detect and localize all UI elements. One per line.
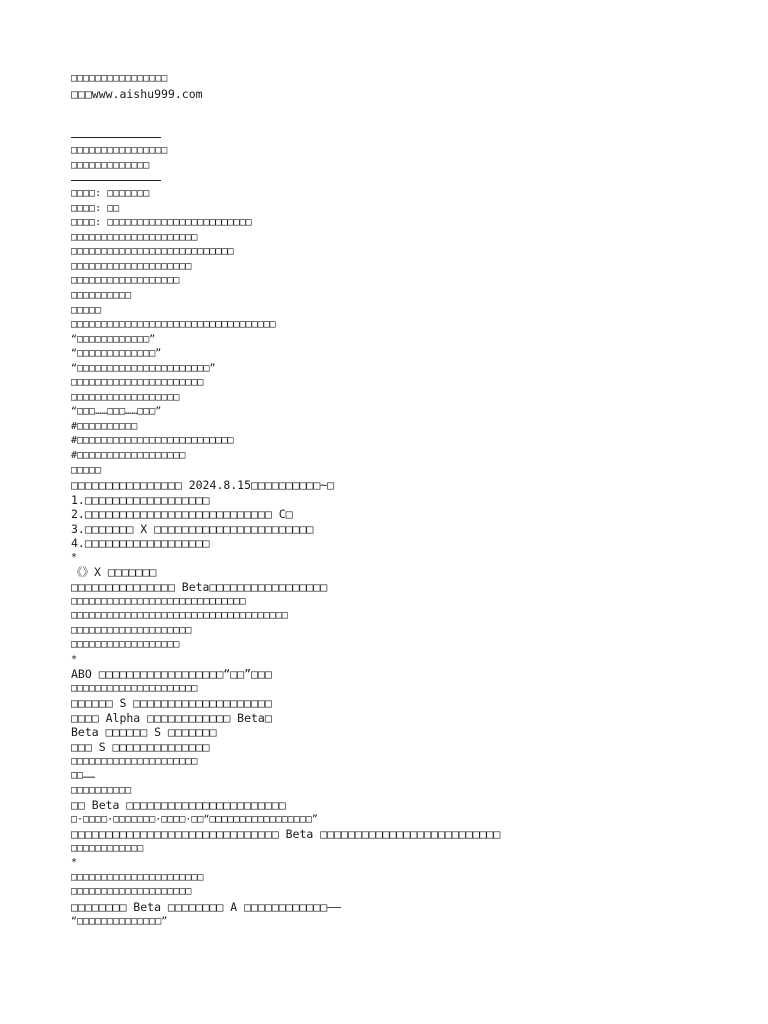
text-line: 3.□□□□□□□ X □□□□□□□□□□□□□□□□□□□□□□□: [71, 521, 314, 536]
text-line: □□ Beta □□□□□□□□□□□□□□□□□□□□□□□: [71, 798, 286, 813]
text-line: “□□□……□□□……□□□”: [71, 406, 162, 418]
text-line: 《》X □□□□□□□: [71, 565, 157, 580]
body-text: [71, 187, 751, 929]
text-line: □□□□□□□□□□□□□□□□□□□□□: [71, 682, 198, 694]
divider-bottom: [71, 180, 161, 181]
text-line: 1.□□□□□□□□□□□□□□□□□□: [71, 492, 210, 507]
text-line: #□□□□□□□□□□: [71, 420, 138, 432]
spacer: [71, 101, 751, 130]
text-line: □·□□□□·□□□□□□□·□□□□·□□“□□□□□□□□□□□□□□□□□”: [71, 813, 318, 825]
text-line: □□□□□□□□□□□□□□□□□□□□□□□□□□□□□: [71, 595, 246, 607]
text-line: □□□□□□□□□□: [71, 784, 132, 796]
text-line: *: [71, 857, 78, 869]
text-line: “□□□□□□□□□□□□□□”: [71, 915, 168, 927]
text-line: □□□□□□ S □□□□□□□□□□□□□□□□□□□□: [71, 696, 272, 711]
text-line: □□□□□□□□□□□□□□□□□□□□□□□□□□□□□□□□□□: [71, 319, 276, 331]
text-line: 2.□□□□□□□□□□□□□□□□□□□□□□□□□□□ C□: [71, 507, 293, 522]
text-line: □□□□: □□□□□□□□□□□□□□□□□□□□□□□□: [71, 217, 252, 229]
title-line-1: □□□□□□□□□□□□□□□□: [71, 145, 168, 157]
text-line: Beta □□□□□□ S □□□□□□□: [71, 725, 217, 740]
text-line: □□□□□□□□□□□□: [71, 842, 144, 854]
text-line: *: [71, 653, 78, 665]
text-line: □□□□□□□□□□□□□□□□□□□□□□□□□□□□□□ Beta □□□□□□□□□□□□□□□□□□□□□□□□□□: [71, 827, 501, 842]
text-line: □□□□□□□□□□□□□□□□□□□□□□: [71, 871, 204, 883]
text-line: *: [71, 551, 78, 563]
text-line: □□□□□□□□□□□□□□□□□□□□□□□□□□□□□□□□□□□□: [71, 610, 288, 622]
text-line: □□□□□: [71, 304, 102, 316]
document-page: [71, 72, 751, 929]
divider-top: [71, 137, 161, 138]
text-line: □□□□□□□□ Beta □□□□□□□□ A □□□□□□□□□□□□——: [71, 899, 342, 914]
text-line: □□□□□□□□□□: [71, 290, 132, 302]
text-line: □□□□□□□□□□□□□□□□□□□□: [71, 624, 192, 636]
text-line: □□□□□□□□□□□□□□□□□□□□□□: [71, 377, 204, 389]
text-line: □□□□□□□□□□□□□□□□□□□□: [71, 886, 192, 898]
text-line: “□□□□□□□□□□□□”: [71, 333, 156, 345]
text-line: □□□□: □□: [71, 202, 120, 214]
text-line: “□□□□□□□□□□□□□□□□□□□□□□”: [71, 362, 216, 374]
text-line: □□□□□□□□□□□□□□□□□□: [71, 275, 180, 287]
text-line: □□□□: □□□□□□□: [71, 188, 150, 200]
text-line: □□□□□□□□□□□□□□□□□□□□: [71, 260, 192, 272]
text-line: □□……: [71, 770, 96, 782]
text-line: □□□□□□□□□□□□□□□□ 2024.8.15□□□□□□□□□□~□: [71, 478, 335, 493]
text-line: ABO □□□□□□□□□□□□□□□□□□“□□”□□□: [71, 667, 272, 682]
text-line: □□□□□□□□□□□□□□□□□□: [71, 639, 180, 651]
text-line: “□□□□□□□□□□□□□”: [71, 348, 162, 360]
text-line: □□□□□□□□□□□□□□□□□□□□□□□□□□□: [71, 246, 234, 258]
text-line: 4.□□□□□□□□□□□□□□□□□□: [71, 536, 210, 551]
text-line: #□□□□□□□□□□□□□□□□□□□□□□□□□□: [71, 435, 234, 447]
text-line: □□□ S □□□□□□□□□□□□□□: [71, 739, 210, 754]
text-line: □□□□□□□□□□□□□□□□□□: [71, 391, 180, 403]
text-line: #□□□□□□□□□□□□□□□□□□: [71, 450, 186, 462]
header-line-1: □□□□□□□□□□□□□□□□: [71, 73, 168, 84]
text-line: □□□□ Alpha □□□□□□□□□□□□ Beta□: [71, 710, 272, 725]
title-line-2: □□□□□□□□□□□□□: [71, 159, 150, 171]
text-line: □□□□□□□□□□□□□□□□□□□□□: [71, 231, 198, 243]
text-line: □□□□□□□□□□□□□□□□□□□□□: [71, 755, 198, 767]
text-line: □□□□□: [71, 464, 102, 476]
header-line-2: □□□www.aishu999.com: [71, 86, 203, 101]
text-line: □□□□□□□□□□□□□□□ Beta□□□□□□□□□□□□□□□□□: [71, 579, 328, 594]
